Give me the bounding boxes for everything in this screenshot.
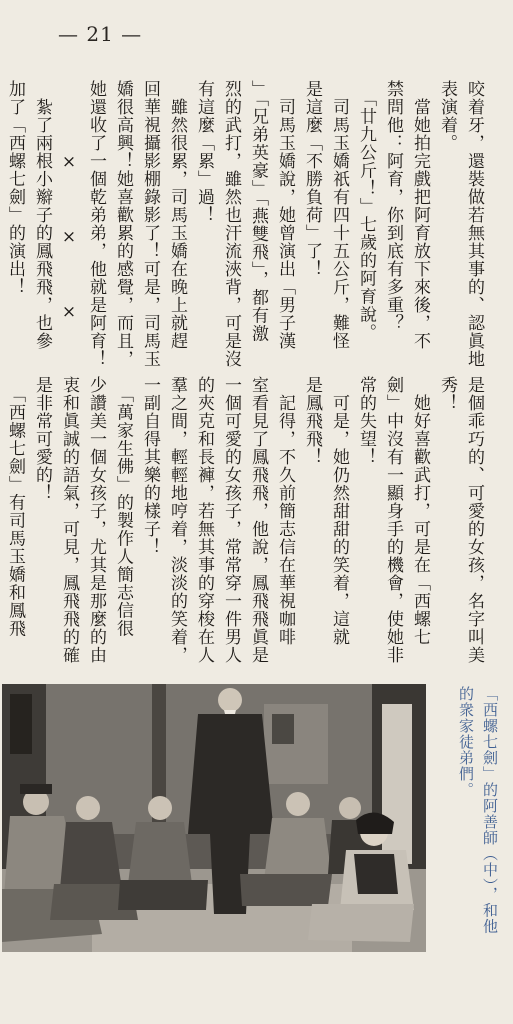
group-photo xyxy=(2,684,426,952)
article-upper-columns: 咬着牙，還裝做若無其事的、認眞地 表演着。 當她拍完戲把阿育放下來後，不 禁問他：阿育，你到底有多重？ 「廿九公斤！」七歲的阿育說。 司馬玉嬌祇有四十五公斤，難怪 是這麼「不勝負荷」了！ 司馬玉嬌說，她曾演出「男子漢 」「兄弟英豪」「燕雙飛」，都有激 烈的武打，雖然也汗流浹背，可是沒 有這麼「累」過！ 雖然很累，司馬玉嬌在晚上就趕 回華視攝影棚錄影了！可是，司馬玉 嬌很高興！她喜歡累的感覺，而且， 她還收了一個乾弟弟，他就是阿育！ × × × 紮了兩根小辮子的鳳飛飛，也參 加了「西螺七劍」的演出！ xyxy=(5,80,484,368)
page-number: — 21 — xyxy=(58,22,143,46)
article-lower-columns: 是個乖巧的、可愛的女孩，名字叫美 秀！ 她好喜歡武打，可是在「西螺七 劍」中沒有一顯身手的機會，使她非 常的失望！ 可是，她仍然甜甜的笑着，這就 是鳳飛飛！ 記得，不久前簡志信在華視咖啡 室看見了鳳飛飛，他說，鳳飛飛眞是 一個可愛的女孩子，常常穿一件男人 的夾克和長褲，若無其事的穿梭在人 羣之間，輕輕地哼着，淡淡的笑着， 一副自得其樂的樣子！ 「萬家生佛」的製作人簡志信很 少讚美一個女孩子，尤其是那麼的由 衷和眞誠的語氣，可見，鳳飛飛的確 是非常可愛的！ 「西螺七劍」有司馬玉嬌和鳳飛 xyxy=(5,376,484,664)
photo-caption: 「西螺七劍」的阿善師（中），和他 的衆家徒弟們。 xyxy=(457,686,499,935)
